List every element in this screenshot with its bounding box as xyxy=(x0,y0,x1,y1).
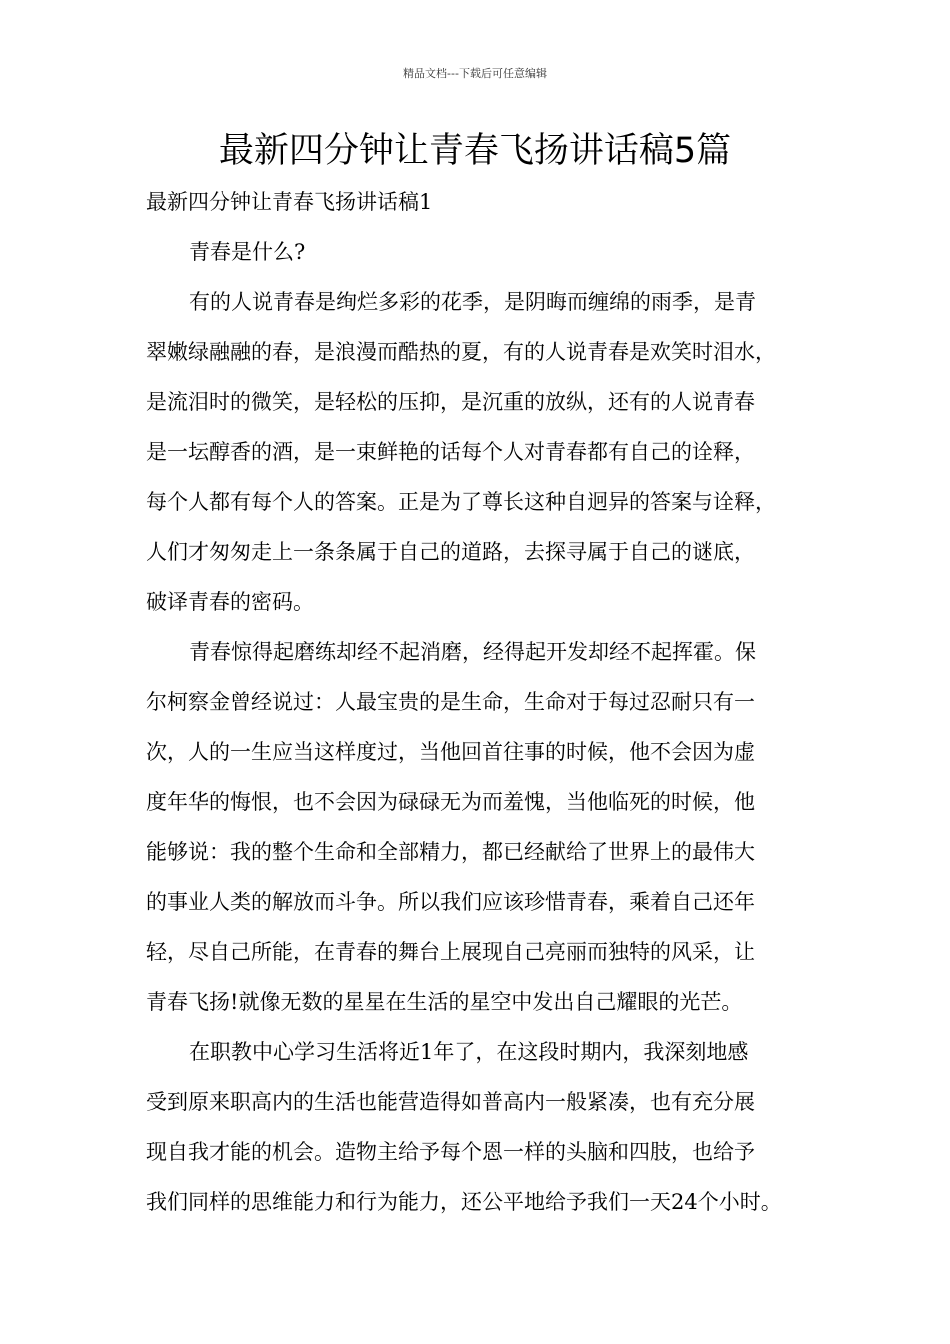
paragraph-line: 青春惊得起磨练却经不起消磨，经得起开发却经不起挥霍。保 xyxy=(189,640,756,664)
paragraph-line: 次，人的一生应当这样度过，当他回首往事的时候，他不会因为虚 xyxy=(146,740,755,764)
paragraph-line: 现自我才能的机会。造物主给予每个恩一样的头脑和四肢，也给予 xyxy=(146,1140,755,1164)
paragraph-line: 轻，尽自己所能，在青春的舞台上展现自己亮丽而独特的风采，让 xyxy=(146,940,755,964)
paragraph-line: 我们同样的思维能力和行为能力，还公平地给予我们一天24个小时。 xyxy=(146,1190,782,1214)
paragraph-line: 受到原来职高内的生活也能营造得如普高内一般紧凑，也有充分展 xyxy=(146,1090,755,1114)
page-header: 精品文档---下载后可任意编辑 xyxy=(403,67,547,80)
paragraph-line: 翠嫩绿融融的春，是浪漫而酷热的夏，有的人说青春是欢笑时泪水， xyxy=(146,340,776,364)
paragraph-line: 尔柯察金曾经说过：人最宝贵的是生命，生命对于每过忍耐只有一 xyxy=(146,690,755,714)
paragraph-line: 青春是什么? xyxy=(189,240,306,264)
paragraph-line: 青春飞扬!就像无数的星星在生活的星空中发出自己耀眼的光芒。 xyxy=(146,990,743,1014)
paragraph-line: 人们才匆匆走上一条条属于自己的道路，去探寻属于自己的谜底， xyxy=(146,540,755,564)
paragraph-line: 的事业人类的解放而斗争。所以我们应该珍惜青春，乘着自己还年 xyxy=(146,890,755,914)
paragraph-line: 是一坛醇香的酒，是一束鲜艳的话每个人对青春都有自己的诠释， xyxy=(146,440,755,464)
paragraph-line: 能够说：我的整个生命和全部精力，都已经献给了世界上的最伟大 xyxy=(146,840,755,864)
paragraph-line: 破译青春的密码。 xyxy=(146,590,314,614)
paragraph-line: 度年华的悔恨，也不会因为碌碌无为而羞愧，当他临死的时候，他 xyxy=(146,790,755,814)
paragraph-line: 是流泪时的微笑，是轻松的压抑，是沉重的放纵，还有的人说青春 xyxy=(146,390,755,414)
paragraph-line: 每个人都有每个人的答案。正是为了尊长这种自迥异的答案与诠释， xyxy=(146,490,776,514)
section-heading: 最新四分钟让青春飞扬讲话稿1 xyxy=(146,190,433,214)
paragraph-line: 有的人说青春是绚烂多彩的花季，是阴晦而缠绵的雨季，是青 xyxy=(189,290,756,314)
document-title: 最新四分钟让青春飞扬讲话稿5篇 xyxy=(218,131,732,171)
paragraph-line: 在职教中心学习生活将近1年了，在这段时期内，我深刻地感 xyxy=(189,1040,749,1064)
